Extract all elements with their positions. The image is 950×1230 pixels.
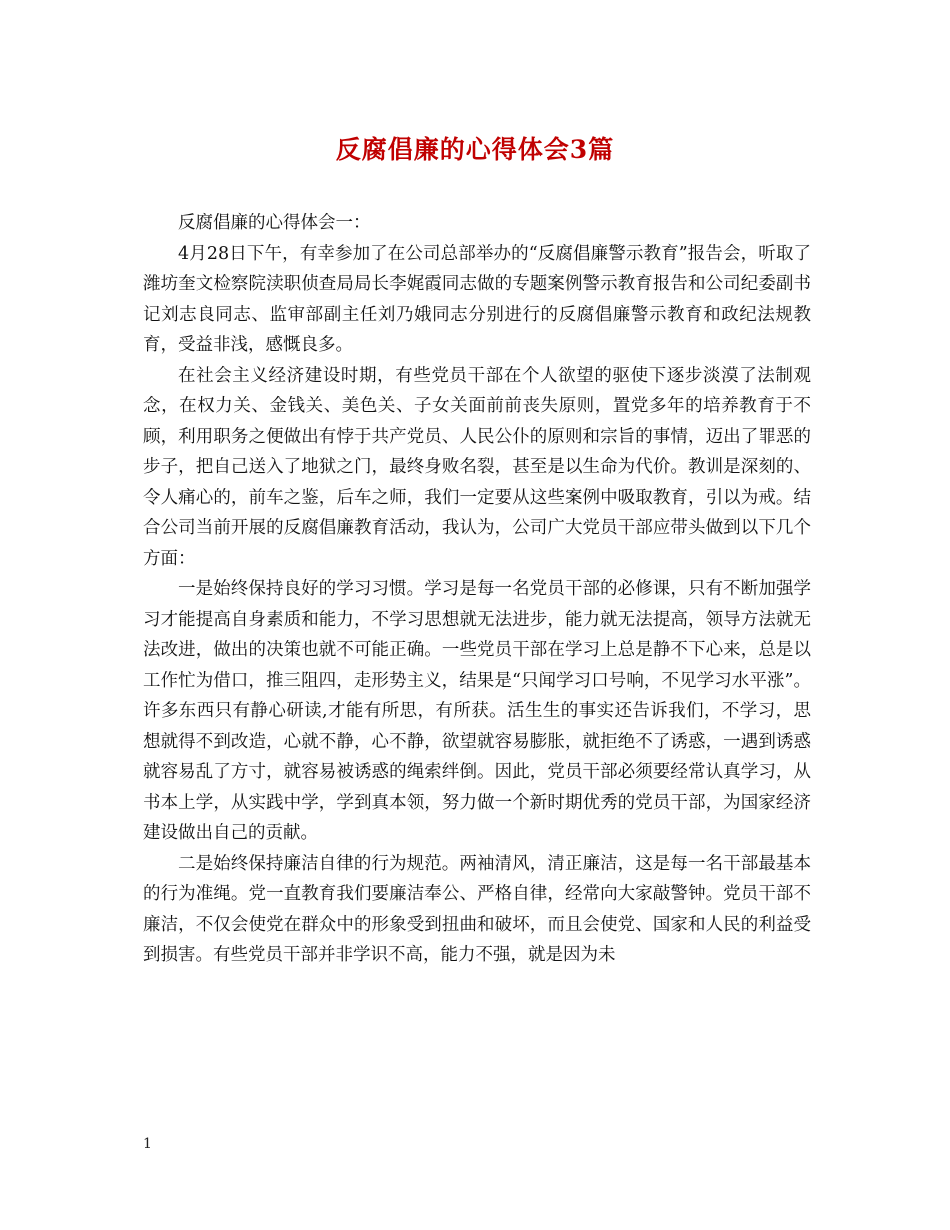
paragraph: 一是始终保持良好的学习习惯。学习是每一名党员干部的必修课，只有不断加强学习才能提高自身素质和能力，不学习思想就无法进步，能力就无法提高，领导方法就无法改进，做出的决策也就不可能正确。一些党员干部在学习上总是静不下心来，总是以工作忙为借口，推三阻四，走形势主义，结果是“只闻学习口号响，不见学习水平涨”。许多东西只有静心研读,才能有所思，有所获。活生生的事实还告诉我们，不学习，思想就得不到改造，心就不静，心不静，欲望就容易膨胀，就拒绝不了诱惑，一遇到诱惑就容易乱了方寸，就容易被诱惑的绳索绊倒。因此，党员干部必须要经常认真学习，从书本上学，从实践中学，学到真本领，努力做一个新时期优秀的党员干部，为国家经济建设做出自己的贡献。 (143, 579, 811, 843)
paragraph: 二是始终保持廉洁自律的行为规范。两袖清风，清正廉洁，这是每一名干部最基本的行为准绳。党一直教育我们要廉洁奉公、严格自律，经常向大家敲警钟。党员干部不廉洁，不仅会使党在群众中的形象受到扭曲和破坏，而且会使党、国家和人民的利益受到损害。有些党员干部并非学识不高，能力不强，就是因为未 (143, 853, 811, 965)
paragraph: 4月28日下午，有幸参加了在公司总部举办的“反腐倡廉警示教育”报告会，听取了潍坊奎文检察院渎职侦查局局长李娓霞同志做的专题案例警示教育报告和公司纪委副书记刘志良同志、监审部副主任刘乃娥同志分别进行的反腐倡廉警示教育和政纪法规教育，受益非浅，感慨良多。 (143, 243, 811, 355)
document-body (143, 208, 811, 971)
paragraph-subheading: 反腐倡廉的心得体会一： (178, 213, 371, 233)
paragraph: 在社会主义经济建设时期，有些党员干部在个人欲望的驱使下逐步淡漠了法制观念，在权力关、金钱关、美色关、子女关面前前丧失原则，置党多年的培养教育于不顾，利用职务之便做出有悖于共产党员、人民公仆的原则和宗旨的事情，迈出了罪恶的步子，把自己送入了地狱之门，最终身败名裂，甚至是以生命为代价。教训是深刻的、令人痛心的，前车之鉴，后车之师，我们一定要从这些案例中吸取教育，引以为戒。结合公司当前开展的反腐倡廉教育活动，我认为，公司广大党员干部应带头做到以下几个方面： (143, 365, 811, 569)
document-title: 反腐倡廉的心得体会3篇 (335, 135, 615, 164)
page-number: 1 (143, 1136, 152, 1152)
